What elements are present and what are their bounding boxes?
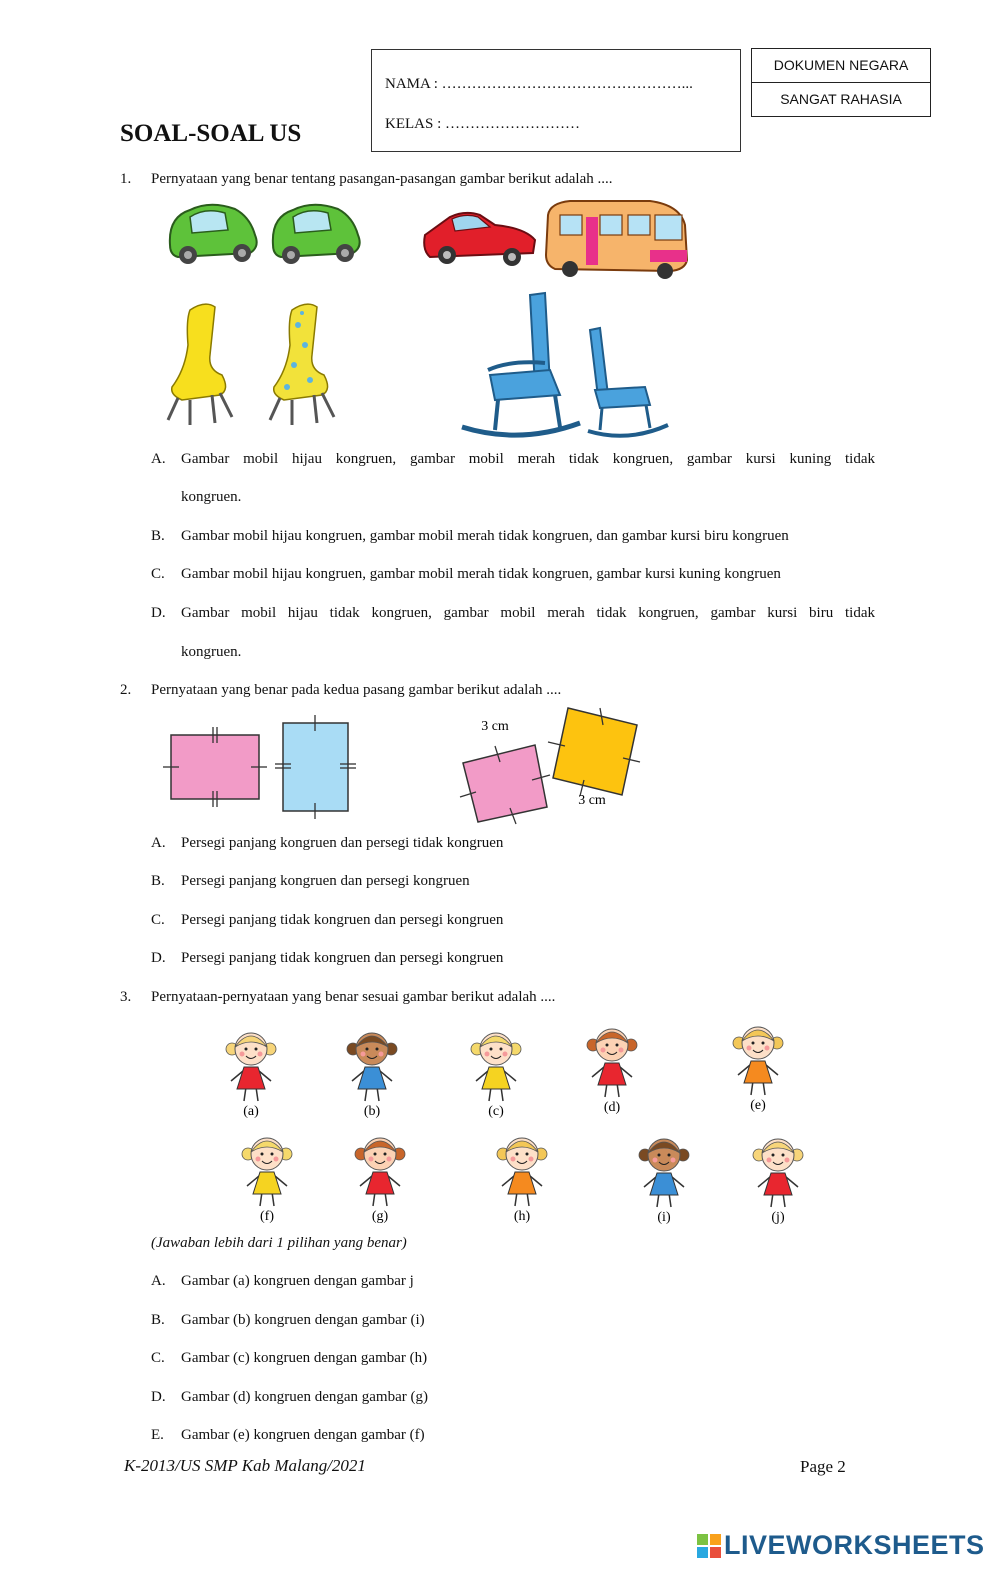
question-2-text: Pernyataan yang benar pada kedua pasang gambar berikut adalah .... [151,682,562,698]
q2-option-a-text: Persegi panjang kongruen dan persegi tidak kongruen [181,835,504,851]
yellow-square [548,708,640,796]
q3-option-d-letter: D. [151,1389,166,1405]
question-1-number: 1. [120,171,132,187]
q3-note: (Jawaban lebih dari 1 pilihan yang benar) [151,1235,407,1251]
caption-e: (e) [750,1098,766,1113]
q2-option-b-letter: B. [151,873,165,889]
q1-option-c-text: Gambar mobil hijau kongruen, gambar mobil merah tidak kongruen, gambar kursi kuning kongruen [181,566,781,582]
question-3-text: Pernyataan-pernyataan yang benar sesuai gambar berikut adalah .... [151,989,556,1005]
caption-h: (h) [513,1209,531,1224]
caption-c: (c) [488,1104,504,1119]
girl-c [471,1033,521,1101]
q1-option-a-line1: Gambar mobil hijau kongruen, gambar mobil merah tidak kongruen, gambar kursi kuning tidak [181,451,875,467]
q1-option-d-letter: D. [151,605,166,621]
blue-rocking-chair-small [588,328,668,436]
kelas-field-label[interactable]: KELAS : ……………………… [385,116,580,132]
q3-option-e-letter: E. [151,1427,164,1443]
nama-field-label[interactable]: NAMA : …………………………………………... [385,76,693,92]
girl-b [347,1033,397,1101]
girl-i [639,1139,689,1207]
document-classification-box [751,48,931,117]
caption-a: (a) [243,1104,259,1119]
pink-square [460,745,550,824]
blue-rocking-chair-large [462,293,580,435]
q2-option-c-letter: C. [151,912,165,928]
q3-option-b-letter: B. [151,1312,165,1328]
footer-exam-code: K-2013/US SMP Kab Malang/2021 [124,1456,366,1475]
q1-option-a-letter: A. [151,451,166,467]
girl-j [753,1139,803,1207]
question-3-number: 3. [120,989,132,1005]
q3-option-a-letter: A. [151,1273,166,1289]
q1-option-b-letter: B. [151,528,165,544]
pink-rectangle [163,727,267,807]
caption-j: (j) [771,1210,785,1225]
q3-option-b-text: Gambar (b) kongruen dengan gambar (i) [181,1312,425,1328]
q3-option-a-text: Gambar (a) kongruen dengan gambar j [181,1273,414,1289]
girl-g [355,1138,405,1206]
liveworksheets-brand[interactable]: LIVEWORKSHEETS [724,1530,985,1560]
q1-illustrations [150,195,710,445]
q3-girls-illustration [200,1015,830,1230]
q1-option-d-line1: Gambar mobil hijau tidak kongruen, gambar mobil merah tidak kongruen, gambar kursi biru tidak [181,605,875,621]
q1-option-c-letter: C. [151,566,165,582]
page-number: Page 2 [800,1457,846,1476]
girl-e [733,1027,783,1095]
q1-option-a-line2: kongruen. [181,489,242,505]
q2-shapes [160,700,660,830]
name-class-box [371,49,741,152]
q2-option-a-letter: A. [151,835,166,851]
yellow-chair-left [168,304,232,425]
girl-d [587,1029,637,1097]
q3-option-c-letter: C. [151,1350,165,1366]
doc-line-negara: DOKUMEN NEGARA [773,57,909,73]
q2-option-d-text: Persegi panjang tidak kongruen dan persegi kongruen [181,950,504,966]
label-3cm-top: 3 cm [481,719,509,734]
question-2-number: 2. [120,682,132,698]
green-car-right [273,205,360,264]
caption-b: (b) [363,1104,381,1119]
question-1-text: Pernyataan yang benar tentang pasangan-pasangan gambar berikut adalah .... [151,171,613,187]
doc-line-rahasia: SANGAT RAHASIA [752,82,930,116]
label-3cm-bottom: 3 cm [578,793,606,808]
girl-h [497,1138,547,1206]
q2-option-c-text: Persegi panjang tidak kongruen dan persegi kongruen [181,912,504,928]
blue-rectangle [275,715,356,819]
red-car [424,213,535,266]
q3-option-d-text: Gambar (d) kongruen dengan gambar (g) [181,1389,428,1405]
q1-option-d-line2: kongruen. [181,644,242,660]
girl-f [242,1138,292,1206]
girl-a [226,1033,276,1101]
page-title: SOAL-SOAL US [120,120,302,147]
caption-d: (d) [603,1100,621,1115]
q1-option-b-text: Gambar mobil hijau kongruen, gambar mobil merah tidak kongruen, dan gambar kursi biru kongruen [181,528,789,544]
q2-option-b-text: Persegi panjang kongruen dan persegi kongruen [181,873,470,889]
orange-bus [546,201,687,279]
q2-option-d-letter: D. [151,950,166,966]
caption-i: (i) [657,1210,671,1225]
green-car-left [170,205,257,264]
patterned-chair-right [270,304,334,425]
caption-g: (g) [371,1209,389,1224]
q3-option-e-text: Gambar (e) kongruen dengan gambar (f) [181,1427,425,1443]
liveworksheets-logo-icon [697,1534,721,1558]
q3-option-c-text: Gambar (c) kongruen dengan gambar (h) [181,1350,428,1366]
caption-f: (f) [260,1209,274,1224]
